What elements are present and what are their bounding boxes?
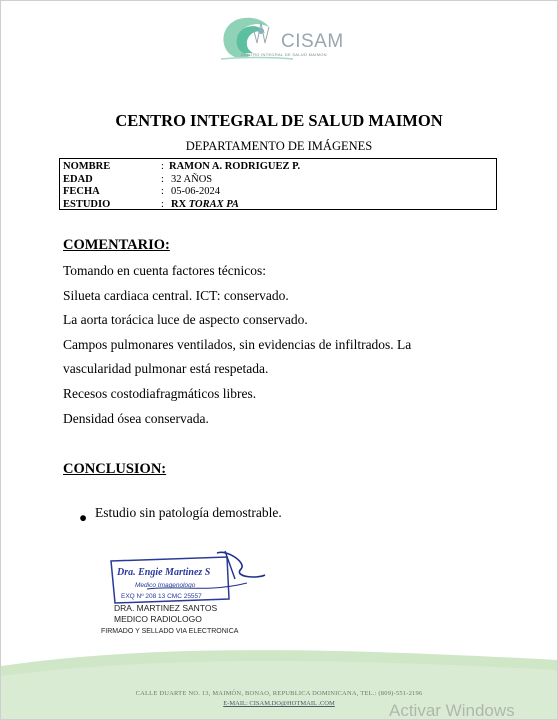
comment-line: Tomando en cuenta factores técnicos: bbox=[63, 263, 266, 278]
stamp-codes: EXQ Nº 208 13 CMC 25557 bbox=[121, 593, 202, 600]
footer-email-link[interactable]: E-MAIL: CISAM.DO@HOTMAIL .COM bbox=[223, 700, 335, 707]
conclusion-item: Estudio sin patología demostrable. bbox=[95, 505, 282, 520]
patient-info-box bbox=[59, 158, 497, 210]
logo-subtitle: CENTRO INTEGRAL DE SALUD MAIMON bbox=[241, 52, 327, 57]
info-value-estudio-name: TORAX PA bbox=[188, 199, 239, 210]
info-value-estudio bbox=[171, 198, 239, 211]
info-label-edad: EDAD bbox=[63, 174, 93, 185]
page-title: CENTRO INTEGRAL DE SALUD MAIMON bbox=[115, 111, 443, 130]
info-value-fecha: 05-06-2024 bbox=[171, 186, 220, 197]
info-sep: : bbox=[161, 199, 164, 210]
info-sep: : bbox=[161, 161, 164, 172]
info-label-fecha: FECHA bbox=[63, 186, 100, 197]
comment-line: Campos pulmonares ventilados, sin evidencias de infiltrados. La bbox=[63, 337, 412, 352]
comment-title: COMENTARIO: bbox=[63, 237, 170, 253]
department-title: DEPARTAMENTO DE IMÁGENES bbox=[185, 139, 373, 153]
stamp-name: Dra. Engie Martinez S bbox=[117, 567, 211, 578]
signature-note: FIRMADO Y SELLADO VIA ELECTRONICA bbox=[101, 628, 239, 635]
info-sep: : bbox=[161, 174, 164, 185]
footer-address: CALLE DUARTE NO. 13, MAIMÓN, BONAO, REPUBLICA DOMINICANA, TEL.: (809)-551-2196 bbox=[135, 690, 423, 697]
comment-line: Recesos costodiafragmáticos libres. bbox=[63, 386, 257, 401]
logo-name: CISAM bbox=[281, 31, 344, 52]
info-value-nombre: RAMON A. RODRIGUEZ P. bbox=[169, 161, 301, 172]
stamp-role: Medico Imagenologo bbox=[135, 582, 196, 589]
info-value-edad: 32 AÑOS bbox=[171, 174, 213, 185]
signer-name: DRA. MARTINEZ SANTOS bbox=[114, 603, 218, 613]
conclusion-title: CONCLUSION: bbox=[63, 461, 167, 477]
windows-activation-watermark: Activar Windows bbox=[389, 701, 515, 720]
info-label-nombre: NOMBRE bbox=[63, 161, 111, 172]
bullet-icon: ● bbox=[79, 510, 88, 525]
signature-stamp-icon bbox=[107, 549, 267, 609]
signer-title: MEDICO RADIOLOGO bbox=[114, 614, 202, 624]
info-label-estudio: ESTUDIO bbox=[63, 199, 111, 210]
info-value-estudio-prefix: RX bbox=[171, 199, 189, 210]
info-sep: : bbox=[161, 186, 164, 197]
comment-line: La aorta torácica luce de aspecto conservado. bbox=[63, 312, 308, 327]
comment-line: vascularidad pulmonar está respetada. bbox=[63, 361, 269, 376]
comment-line: Silueta cardiaca central. ICT: conservado. bbox=[63, 288, 289, 303]
comment-line: Densidad ósea conservada. bbox=[63, 411, 209, 426]
